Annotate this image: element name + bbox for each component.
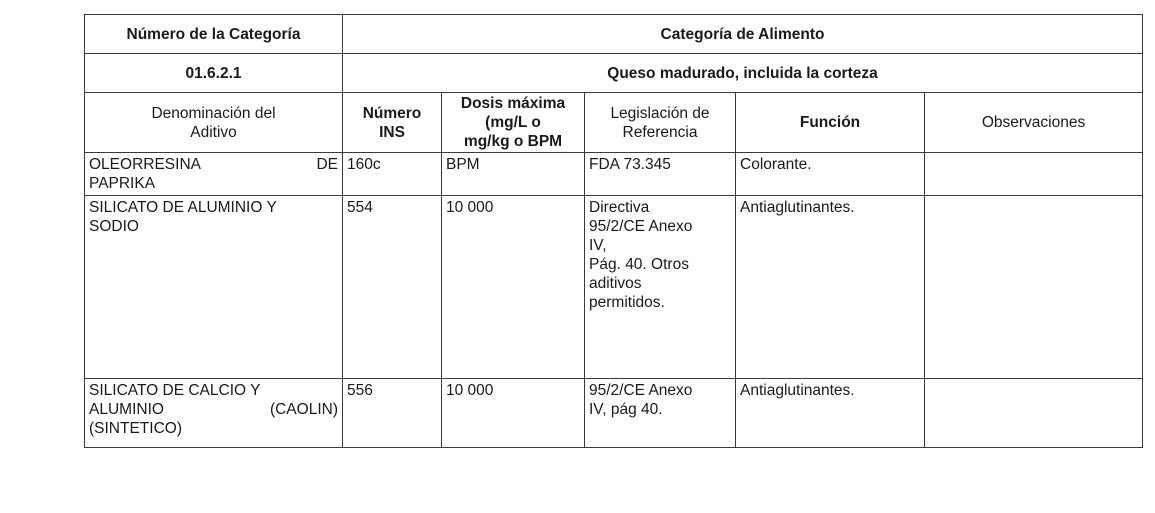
legislation-line: Directiva (589, 199, 650, 216)
observations-cell (925, 196, 1143, 379)
legislation-cell (585, 379, 736, 448)
column-header-max-dose (442, 93, 585, 153)
legislation-line: Pág. 40. Otros (589, 256, 689, 273)
category-name: Queso madurado, incluida la corteza (343, 54, 1143, 93)
column-header-ins (343, 93, 442, 153)
column-header-row (85, 93, 1143, 153)
column-header-max-dose-line3: mg/kg o BPM (463, 133, 563, 150)
dose-cell: 10 000 (442, 196, 585, 379)
additive-name-line (89, 155, 338, 174)
legislation-line: 95/2/CE Anexo (589, 382, 693, 399)
table-row (85, 379, 1143, 448)
column-header-legislation-line1: Legislación de (610, 104, 710, 122)
additive-name-word: ALUMINIO (89, 401, 164, 418)
additive-name-line: SILICATO DE ALUMINIO Y (89, 199, 277, 216)
additive-name-cell (85, 196, 343, 379)
legislation-line: aditivos (589, 275, 642, 292)
function-cell: Antiaglutinantes. (736, 196, 925, 379)
additive-name-line: SODIO (89, 218, 139, 235)
observations-cell (925, 379, 1143, 448)
additive-name-cell (85, 379, 343, 448)
additive-name-line: PAPRIKA (89, 175, 156, 192)
function-cell: Antiaglutinantes. (736, 379, 925, 448)
ins-cell: 554 (343, 196, 442, 379)
column-header-additive-name-line1: Denominación del (151, 104, 276, 122)
additive-name-word: DE (316, 156, 338, 173)
observations-cell (925, 153, 1143, 196)
column-header-legislation-line2: Referencia (622, 123, 698, 141)
category-value-row (85, 54, 1143, 93)
legislation-cell (585, 196, 736, 379)
function-cell: Colorante. (736, 153, 925, 196)
column-header-max-dose-line1: Dosis máxima (460, 95, 566, 112)
dose-cell: BPM (442, 153, 585, 196)
legislation-line: permitidos. (589, 294, 665, 311)
additive-name-line (89, 400, 338, 419)
dose-cell: 10 000 (442, 379, 585, 448)
additives-table (84, 14, 1143, 448)
column-header-function: Función (736, 93, 925, 153)
table-row (85, 153, 1143, 196)
category-number: 01.6.2.1 (85, 54, 343, 93)
food-category-label: Categoría de Alimento (343, 15, 1143, 54)
column-header-legislation (585, 93, 736, 153)
legislation-line: 95/2/CE Anexo (589, 218, 693, 235)
ins-cell: 160c (343, 153, 442, 196)
ins-cell: 556 (343, 379, 442, 448)
column-header-ins-line2: INS (379, 123, 405, 141)
additive-name-word: (CAOLIN) (269, 401, 338, 418)
column-header-max-dose-line2: (mg/L o (485, 114, 541, 131)
legislation-cell: FDA 73.345 (585, 153, 736, 196)
legislation-line: IV, pág 40. (589, 401, 663, 418)
legislation-line: IV, (589, 237, 607, 254)
additive-name-line: SILICATO DE CALCIO Y (89, 382, 261, 399)
additive-name-word: OLEORRESINA (89, 156, 201, 173)
table-row (85, 196, 1143, 379)
category-header-row (85, 15, 1143, 54)
column-header-additive-name (85, 93, 343, 153)
category-number-label: Número de la Categoría (85, 15, 343, 54)
column-header-observations: Observaciones (925, 93, 1143, 153)
additive-name-line: (SINTETICO) (89, 420, 182, 437)
column-header-additive-name-line2: Aditivo (190, 123, 237, 141)
column-header-ins-line1: Número (362, 104, 422, 122)
additive-name-cell (85, 153, 343, 196)
